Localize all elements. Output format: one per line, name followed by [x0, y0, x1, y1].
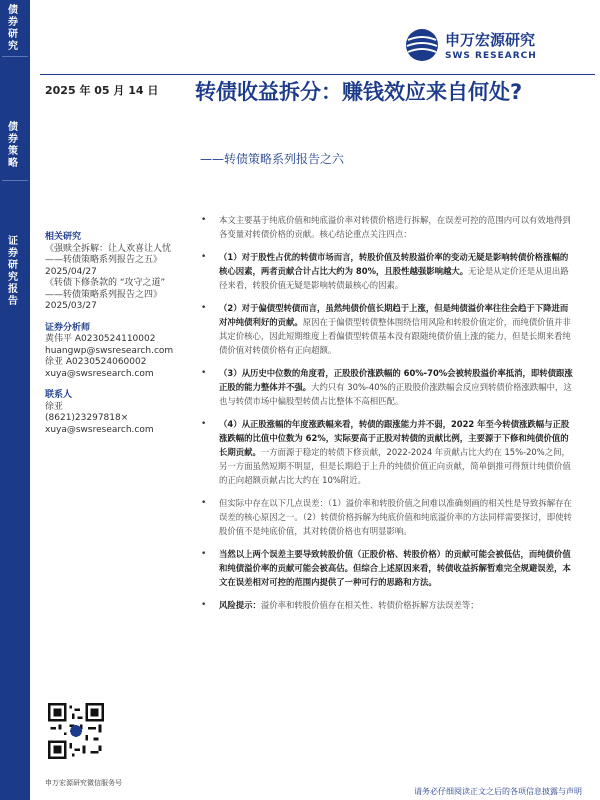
analysts-block [45, 323, 185, 381]
sidebar-label-bond-strategy: 债券策略 [8, 122, 18, 169]
contact-phone: (8621)23297818× [45, 413, 129, 423]
bullet-icon: • [201, 600, 207, 610]
summary-bold: （1）对于股性占优的转债市场而言，转股价值及转股溢价率的变动无疑是影响转债价格涨幅的核心因素，两者贡献合计占比大约为 80%，且股性越强影响越大。 [219, 252, 569, 276]
summary-bold: （2）对于偏债型转债而言，虽然纯债价值长期趋于上涨，但是纯债溢价率往往会趋于下降进而对冲纯债利好的贡献。 [219, 303, 569, 327]
summary-item [198, 417, 576, 487]
sws-globe-icon [405, 28, 439, 62]
related-item[interactable]: 《转债下修条款的 “攻守之道” ——转债策略系列报告之四》2025/03/27 [45, 278, 166, 311]
bullet-icon: • [201, 549, 207, 559]
analyst-line: 徐亚 A0230524060002 [45, 357, 147, 367]
contact-name: 徐亚 [45, 401, 64, 412]
summary-text: 原因在于偏债型转债整体围绕信用风险和转股价值定价，而纯债价值并非其定价核心，因此短期维度上看偏债型转债基本没有跟随纯债价值上涨的能力，但是长期来看纯债价值对转债价格有正向超额。 [219, 317, 571, 355]
sidebar-label-securities-report: 证券研究报告 [8, 236, 18, 307]
bullet-icon: • [201, 303, 207, 313]
contact-block [45, 390, 185, 436]
sidebar-label-bond-research: 债券研究 [8, 5, 18, 52]
left-info-column [45, 232, 185, 446]
bullet-icon: • [201, 368, 207, 378]
analyst-email[interactable]: xuya@swsresearch.com [45, 368, 154, 379]
analyst-line: 黄伟平 A0230524110002 [45, 334, 156, 344]
summary-text: 本文主要基于纯底价值和纯底溢价率对转债价格进行拆解，在误差可控的范围内可以有效地得到各变量对转债价格的贡献。核心结论重点关注四点： [219, 215, 571, 239]
related-heading: 相关研究 [45, 232, 82, 242]
summary-text: 大约只有 30%-40%的正股股价涨跌幅会反应到转债价格涨跌幅中，这也与转债市场中偏股型转债占比整体不高相匹配。 [219, 382, 572, 406]
bullet-icon: • [201, 252, 207, 262]
summary-body [198, 213, 576, 621]
header-rule [40, 74, 595, 75]
analyst-email[interactable]: huangwp@swsresearch.com [45, 345, 174, 356]
bullet-icon: • [201, 215, 207, 225]
report-title: 转债收益拆分：赚钱效应来自何处? [195, 80, 523, 104]
analysts-heading: 证券分析师 [45, 322, 91, 333]
summary-item [198, 496, 576, 538]
report-date: 2025 年 05 月 14 日 [45, 84, 159, 97]
summary-item [198, 250, 576, 292]
summary-bold: （3）从历史中位数的角度看，正股股价涨跌幅的 60%-70%会被转股溢价率抵消，即转债跟涨正股的能力整体并不强。 [219, 368, 573, 392]
bullet-icon: • [201, 419, 207, 429]
summary-text: 但实际中存在以下几点误差：（1）溢价率和转股价值之间难以准确刻画的相关性是导致拆解存在误差的核心原因之一。（2）转债价格拆解为纯底价值和纯底溢价率的方法同样需要探讨，即使转股价值不是纯底价值，其对转债价格也有明显影响。 [219, 498, 572, 536]
summary-text: 溢价率和转股价值存在相关性、转债价格拆解方法误差等； [260, 600, 479, 610]
contact-email[interactable]: xuya@swsresearch.com [45, 424, 154, 435]
bullet-icon: • [201, 498, 207, 508]
summary-item [198, 213, 576, 241]
sidebar-divider [2, 56, 28, 57]
related-item[interactable]: 《强赎全拆解：让人欢喜让人忧——转债策略系列报告之五》2025/04/27 [45, 243, 172, 277]
left-sidebar [0, 0, 30, 800]
summary-item [198, 547, 576, 589]
related-research [45, 232, 185, 313]
wechat-qr-code [48, 703, 104, 759]
logo-chinese-name: 申万宏源研究 [445, 31, 536, 49]
summary-text: 无论是从定价还是从退出路径来看，转股价值无疑是影响转债最核心的因素。 [219, 266, 569, 290]
summary-bold: （4）从正股涨幅的年度涨跌幅来看，转债的跟涨能力并不弱，2022 年至今转债涨跌幅与正股涨跌幅的比值中位数为 62%，实际要高于正股对转债的贡献比例，主要源于下修和纯债价值的长期贡献。 [219, 419, 570, 457]
qr-caption: 申万宏源研究微信服务号 [45, 779, 122, 787]
sidebar-divider [2, 180, 28, 181]
summary-bold: 当然以上两个误差主要导致转股价值（正股价格、转股价格）的贡献可能会被低估，而纯债价值和纯债溢价率的贡献可能会被高估。但综合上述原因来看，转债收益拆解暂难完全规避误差，本文在误差相对可控的范围内提供了一种可行的思路和方法。 [219, 549, 571, 587]
logo-english-name: SWS RESEARCH [445, 51, 537, 61]
summary-item [198, 301, 576, 357]
summary-text: 一方面源于稳定的转债下修贡献，2022-2024 年贡献占比大约在 15%-20%之间，另一方面虽然短期不明显，但是长期趋于上升的纯债价值正向贡献，简单倒推可得预计纯债价值的正向超额贡献占比大约在 10%附近。 [219, 447, 571, 485]
summary-bold: 风险提示： [219, 600, 261, 610]
summary-item [198, 598, 576, 612]
contact-heading: 联系人 [45, 390, 73, 400]
summary-item [198, 366, 576, 408]
report-subtitle: ——转债策略系列报告之六 [200, 152, 345, 166]
disclaimer-footer[interactable]: 请务必仔细阅读正文之后的各项信息披露与声明 [414, 787, 582, 796]
sws-logo [405, 28, 537, 62]
